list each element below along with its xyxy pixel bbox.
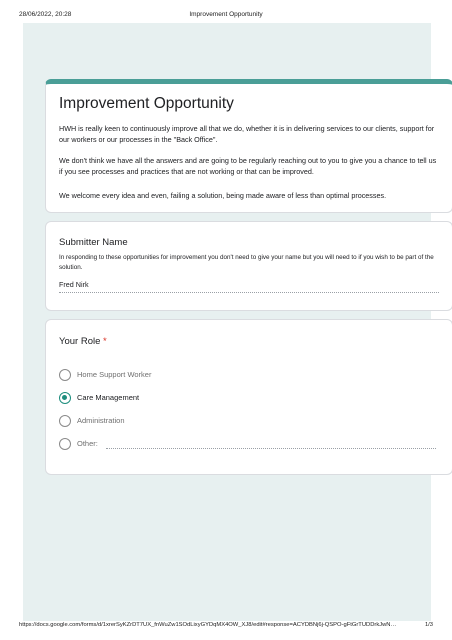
role-option-label: Other: [77,439,98,448]
radio-unchecked-icon[interactable] [59,415,71,427]
role-option-administration[interactable] [59,415,439,429]
other-text-input[interactable] [106,448,436,449]
role-option-home-support-worker[interactable] [59,369,439,383]
submitter-question-title: Submitter Name [59,237,128,248]
role-option-label: Administration [77,416,125,425]
role-option-label: Home Support Worker [77,370,152,379]
role-option-other[interactable] [59,438,439,452]
print-url: https://docs.google.com/forms/d/1xrerSyKZrDT7UX_fnWuZw1SOdLixyGYDqMX4OW_XJ8/edit#response=ACYDBNj6j-QSPO-gFtGrTUDDrkJwN… [19,622,397,628]
form-title: Improvement Opportunity [59,95,234,112]
submitter-name-field[interactable]: Fred Nirk [59,280,439,293]
role-option-care-management[interactable] [59,392,439,406]
radio-unchecked-icon[interactable] [59,369,71,381]
role-option-label: Care Management [77,393,140,402]
form-background [23,23,437,621]
print-title: Improvement Opportunity [189,11,263,18]
print-header [0,0,452,22]
role-question-card [45,319,452,475]
radio-checked-icon[interactable] [59,392,71,404]
submitter-question-description: In responding to these opportunities for improvement you don't need to give your name but you will need to if you wish to be part of the solution. [59,254,434,271]
form-description-paragraph-3: We welcome every idea and even, failing a solution, being made aware of less than optimal processes. [59,191,387,200]
print-footer [0,620,452,640]
role-question-title [59,336,107,347]
radio-unchecked-icon[interactable] [59,438,71,450]
required-asterisk: * [103,336,107,347]
submitter-question-card [45,221,452,311]
form-description-paragraph-2: We don't think we have all the answers and are going to be regularly reaching out to you to give you a chance to tell us if you see processes and practices that are not working or that can be improved. [59,156,437,176]
form-description-paragraph-1: HWH is really keen to continuously improve all that we do, whether it is in delivering services to our clients, support for our workers or our processes in the "Back Office". [59,124,435,144]
role-question-label: Your Role [59,336,101,347]
print-date: 28/06/2022, 20:28 [19,11,72,18]
form-header-card [45,79,452,213]
print-page-number: 1/3 [424,622,433,628]
